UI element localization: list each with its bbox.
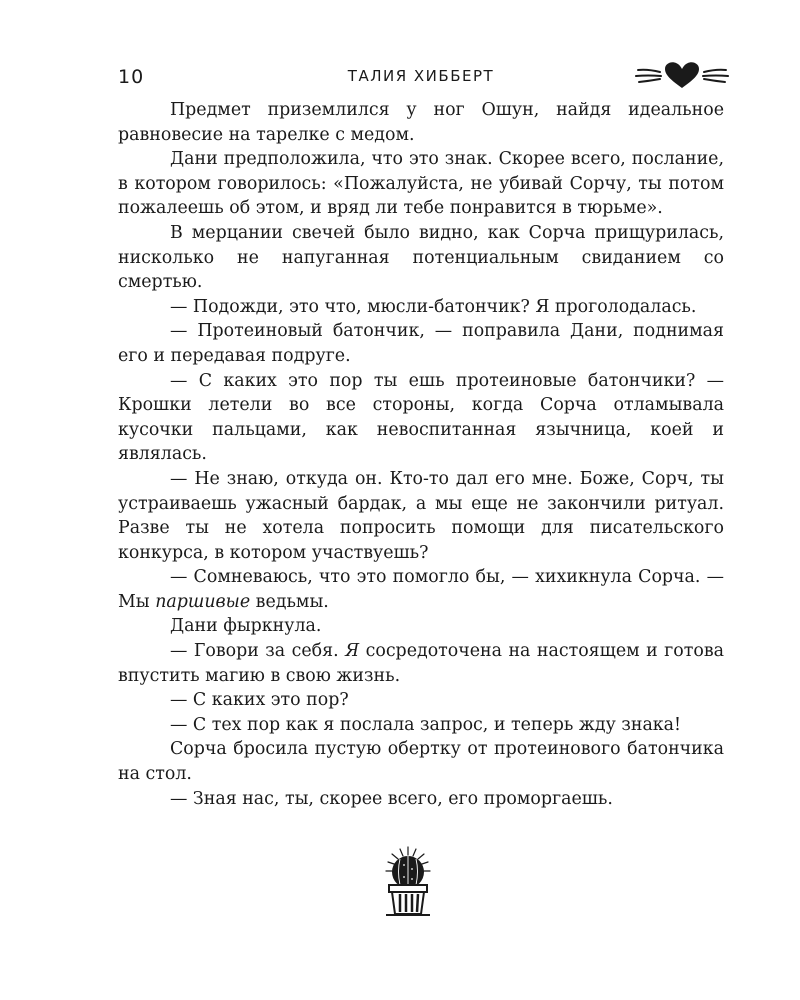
text-run: — Не знаю, откуда он. Кто-то дал его мне. Боже, Сорч, ты устраиваешь ужасный бардак, а мы еще не закончили ритуал. Разве ты не хотела попросить помощи для писательского конкурса, в котором участвуешь? <box>118 468 724 563</box>
text-run: — С каких это пор? <box>170 690 349 711</box>
text-run: Предмет приземлился у ног Ошун, найдя идеальное равновесие на тарелке с медом. <box>118 100 724 145</box>
text-run: — Подожди, это что, мюсли-батончик? Я проголодалась. <box>170 296 697 317</box>
text-run: ведьмы. <box>250 591 329 612</box>
text-run: Дани фыркнула. <box>170 616 322 637</box>
text-run: В мерцании свечей было видно, как Сорча прищурилась, нисколько не напуганная потенциальным свиданием со смертью. <box>118 222 724 293</box>
paragraph <box>118 737 724 786</box>
paragraph <box>118 147 724 221</box>
text-run: — Сомневаюсь, что это помогло бы, — хихикнула Сорча. — Мы <box>118 567 724 612</box>
paragraph <box>118 467 724 565</box>
paragraph <box>118 565 724 614</box>
text-run: — С тех пор как я послала запрос, и теперь жду знака! <box>170 714 682 735</box>
text-run: Дани предположила, что это знак. Скорее всего, послание, в котором говорилось: «Пожалуйста, не убивай Сорчу, ты потом пожалеешь об этом, и вряд ли тебе понравится в тюрьме». <box>118 149 724 219</box>
text-run: — Зная нас, ты, скорее всего, его проморгаешь. <box>170 788 613 809</box>
paragraph <box>118 295 724 320</box>
body-text <box>118 98 724 811</box>
paragraph <box>118 221 724 295</box>
paragraph <box>118 614 724 639</box>
page-number: 10 <box>118 66 145 88</box>
text-run: — Протеиновый батончик, — поправила Дани, поднимая его и передавая подруге. <box>118 321 724 366</box>
paragraph <box>118 688 724 713</box>
paragraph <box>118 319 724 368</box>
running-title: ТАЛИЯ ХИББЕРТ <box>347 67 495 85</box>
paragraph <box>118 639 724 688</box>
italic-text: паршивые <box>155 591 251 612</box>
paragraph <box>118 713 724 738</box>
paragraph <box>118 98 724 147</box>
italic-text: Я <box>345 641 360 662</box>
text-run: — С каких это пор ты ешь протеиновые батончики? — Крошки летели во все стороны, когда Сорча отламывала кусочки пальцами, как невоспитанная язычница, коей и являлась. <box>118 370 724 465</box>
paragraph <box>118 787 724 812</box>
text-run: — Говори за себя. <box>170 641 346 662</box>
paragraph <box>118 369 724 467</box>
text-run: сосредоточена на настоящем и готова впустить магию в свою жизнь. <box>118 641 724 686</box>
page-header <box>118 60 724 96</box>
heart-icon <box>634 60 730 90</box>
text-run: Сорча бросила пустую обертку от протеинового батончика на стол. <box>118 739 724 785</box>
cactus-icon <box>380 845 436 917</box>
